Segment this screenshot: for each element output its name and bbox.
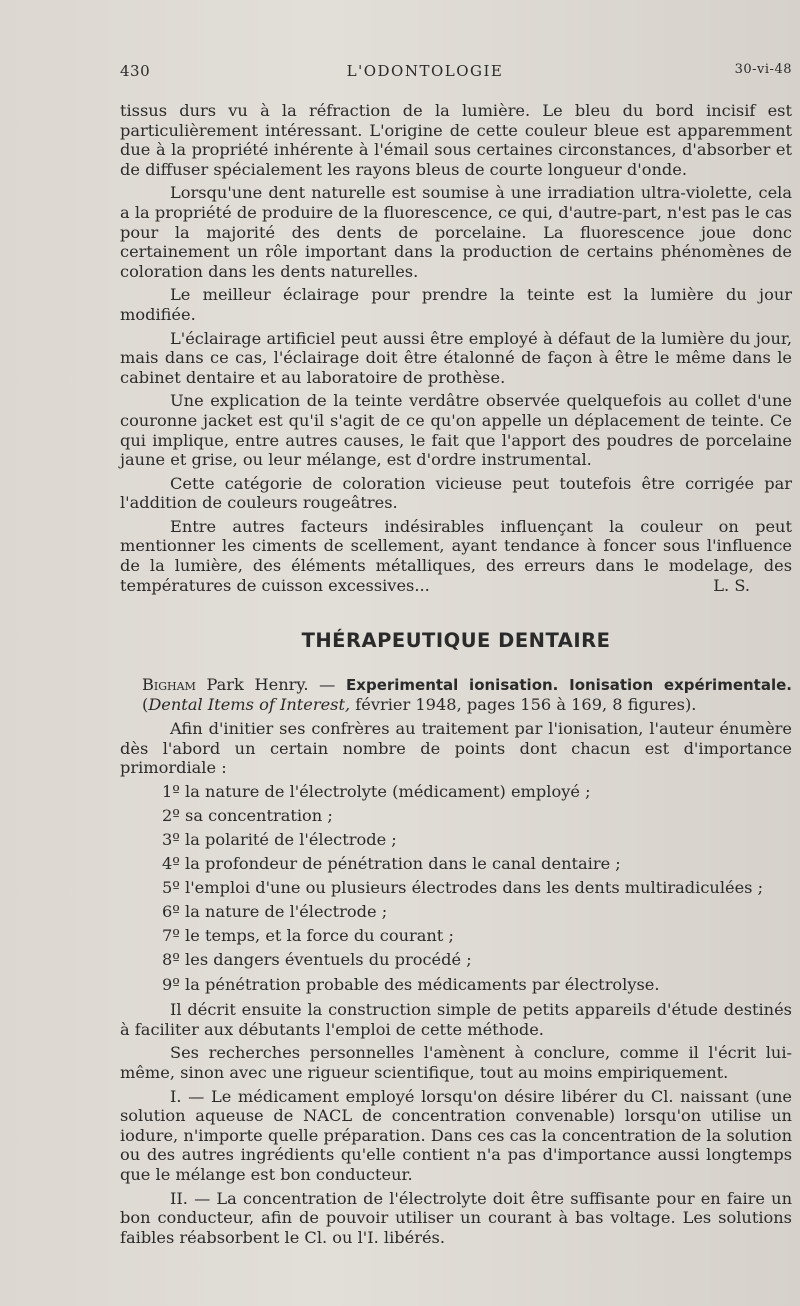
issue-date: 30-vi-48 [734,62,792,77]
list-item: 6º la nature de l'électrode ; [162,902,388,922]
list-item: 8º les dangers éventuels du procédé ; [162,950,472,970]
page-body [120,101,792,1251]
list-item: 2º sa concentration ; [162,805,333,825]
paragraph: Cette catégorie de coloration vicieuse peut toutefois être corrigée par l'addition de couleurs rougeâtres. [120,473,792,513]
paragraph: Une explication de la teinte verdâtre observée quelquefois au collet d'une couronne jacket est qu'il s'agit de ce qu'on appelle un déplacement de teinte. Ce qui implique, entre autres causes, le fait que l'apport des poudres de porcelaine jaune et grise, ou leur mélange, est d'ordre instrumental. [120,391,792,470]
reference-author-rest: Park Henry. — [195,674,347,694]
page-header [120,62,792,84]
section-title: THÉRAPEUTIQUE DENTAIRE [301,629,611,653]
paragraph: Il décrit ensuite la construction simple de petits appareils d'étude destinés à faciliter aux débutants l'emploi de cette méthode. [120,1000,792,1039]
list-item: 5º l'emploi d'une ou plusieurs électrodes dans les dents multiradiculées ; [162,878,764,898]
list-item: 3º la polarité de l'électrode ; [162,830,397,849]
list-item: 1º la nature de l'électrolyte (médicament) employé ; [162,781,591,801]
reference-journal: Dental Items of Interest, [148,695,351,715]
list-item: 7º le temps, et la force du courant ; [162,926,454,946]
paragraph: L'éclairage artificiel peut aussi être employé à défaut de la lumière du jour, mais dans ce cas, l'éclairage doit être étalonné de façon à être le même dans le cabinet dentaire et au laboratoire de prothèse. [120,328,792,387]
reference-author: Bigham [142,674,196,694]
paragraph: tissus durs vu à la réfraction de la lumière. Le bleu du bord incisif est particulièrement intéressant. L'origine de cette couleur bleue est apparemment due à la propriété inhérente à l'émail sous certaines circonstances, d'absorber et de diffuser spécialement les rayons bleus de courte longueur d'onde. [120,101,792,179]
list-item: 4º la profondeur de pénétration dans le canal dentaire ; [162,854,621,874]
page-number: 430 [120,62,151,80]
list-item: 9º la pénétration probable des médicaments par électrolyse. [162,974,660,994]
paragraph: II. — La concentration de l'électrolyte doit être suffisante pour en faire un bon conducteur, afin de pouvoir utiliser un courant à bas voltage. Les solutions faibles réabsorbent le Cl. ou l'I. libérés. [120,1188,792,1247]
reference-title: Experimental ionisation. Ionisation expérimentale. [346,675,792,694]
paragraph: Ses recherches personnelles l'amènent à conclure, comme il l'écrit lui-même, sinon avec une rigueur scientifique, tout au moins empiriquement. [120,1043,792,1082]
paragraph-text: Entre autres facteurs indésirables influençant la couleur on peut mentionner les ciments de scellement, ayant tendance à foncer sous l'influence de la lumière, des éléments métalliques, des erreurs dans le modelage, des températures de cuisson excessives... [120,516,792,595]
numbered-list [120,782,792,994]
paragraph: I. — Le médicament employé lorsqu'on désire libérer du Cl. naissant (une solution aqueuse de NACL de concentration convenable) lorsqu'on utilise un iodure, n'importe quelle préparation. Dans ces cas la concentration de la solution ou des autres ingrédients qu'elle contient n'a pas d'importance aussi longtemps que le mélange est bon conducteur. [120,1086,792,1184]
bibliographic-reference [120,675,792,715]
reference-details: février 1948, pages 156 à 169, 8 figures). [350,695,697,715]
paragraph: Afin d'initier ses confrères au traitement par l'ionisation, l'auteur énumère dès l'abord un certain nombre de points dont chacun est d'importance primordiale : [120,719,792,778]
paragraph [120,517,792,595]
signature: L. S. [713,575,750,595]
reference-open: ( [142,695,149,715]
paragraph: Le meilleur éclairage pour prendre la teinte est la lumière du jour modifiée. [120,285,792,324]
running-title: L'ODONTOLOGIE [346,62,504,80]
paragraph: Lorsqu'une dent naturelle est soumise à une irradiation ultra-violette, cela a la propriété de produire de la fluorescence, ce qui, d'autre-part, n'est pas le cas pour la majorité des dents de porcelaine. La fluorescence joue donc certainement un rôle important dans la production de certains phénomènes de coloration dans les dents naturelles. [120,183,792,281]
